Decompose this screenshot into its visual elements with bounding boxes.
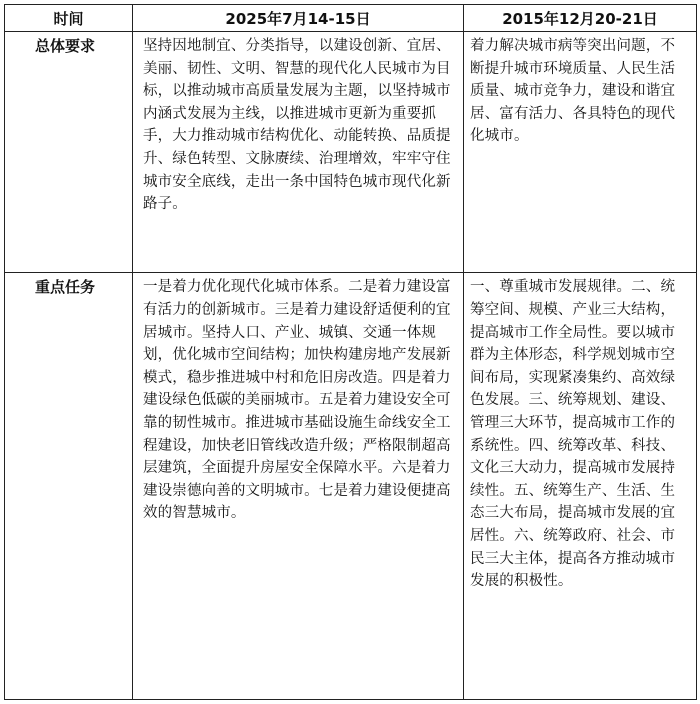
cell-2015-tasks [464,273,697,700]
text-2025-key-tasks: 一是着力优化现代化城市体系。二是着力建设富有活力的创新城市。三是着力建设舒适便利的宜居城市。坚持人口、产业、城镇、交通一体规划，优化城市空间结构；加快构建房地产发展新模式，稳步推进城中村和危旧房改造。四是着力建设绿色低碳的美丽城市。五是着力建设安全可靠的韧性城市。推进城市基础设施生命线安全工程建设，加快老旧管线改造升级；严格限制超高层建筑，全面提升房屋安全保障水平。六是着力建设崇德向善的文明城市。七是着力建设便捷高效的智慧城市。 [143,279,451,522]
row-label-key-tasks: 重点任务 [35,278,96,297]
table-row-general-requirements [5,32,697,273]
header-row [5,5,697,32]
row-label-cell [5,273,133,700]
table-row-key-tasks [5,273,697,700]
text-2015-general-requirements: 着力解决城市病等突出问题，不断提升城市环境质量、人民生活质量、城市竞争力，建设和谐宜居、富有活力、各具特色的现代化城市。 [470,38,676,145]
row-label-general-requirements: 总体要求 [35,37,96,56]
cell-2025-general [133,32,464,273]
text-2025-general-requirements: 坚持因地制宜、分类指导，以建设创新、宜居、美丽、韧性、文明、智慧的现代化人民城市为目标，以推动城市高质量发展为主题，以坚持城市内涵式发展为主线，以推进城市更新为重要抓手，大力推动城市结构优化、动能转换、品质提升、绿色转型、文脉赓续、治理增效，牢牢守住城市安全底线，走出一条中国特色城市现代化新路子。 [143,38,451,213]
comparison-table [4,4,697,700]
header-2025: 2025年7月14-15日 [133,5,464,32]
cell-2015-general [464,32,697,273]
header-2015: 2015年12月20-21日 [464,5,697,32]
header-time: 时间 [5,5,133,32]
row-label-cell [5,32,133,273]
text-2015-key-tasks: 一、尊重城市发展规律。二、统筹空间、规模、产业三大结构，提高城市工作全局性。要以城市群为主体形态，科学规划城市空间布局，实现紧凑集约、高效绿色发展。三、统筹规划、建设、管理三大环节，提高城市工作的系统性。四、统筹改革、科技、文化三大动力，提高城市发展持续性。五、统筹生产、生活、生态三大布局，提高城市发展的宜居性。六、统筹政府、社会、市民三大主体，提高各方推动城市发展的积极性。 [470,279,676,590]
cell-2025-tasks [133,273,464,700]
